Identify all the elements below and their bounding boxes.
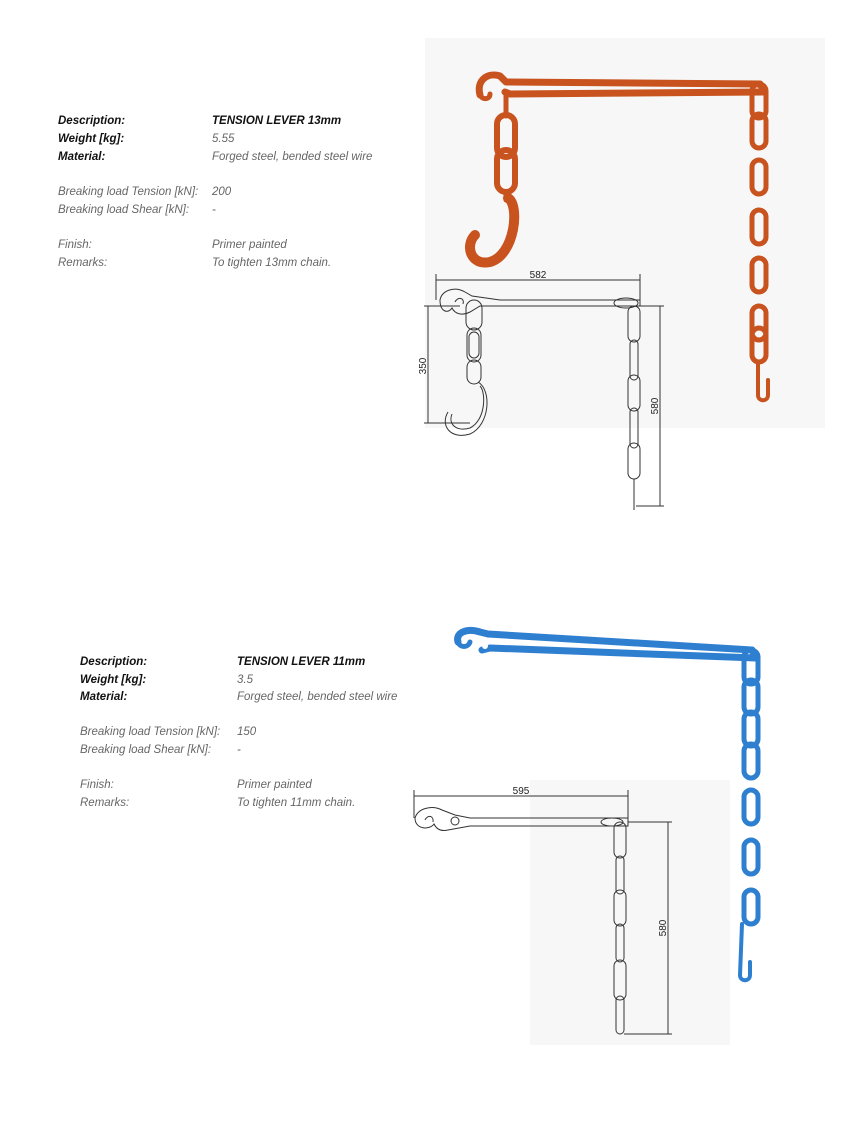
weight-label: Weight [kg]: xyxy=(80,674,147,686)
tension-value: 200 xyxy=(212,186,232,198)
product-image-11mm xyxy=(0,600,848,1120)
weight-label: Weight [kg]: xyxy=(58,133,125,145)
remarks-value: To tighten 11mm chain. xyxy=(237,797,356,809)
description-label: Description: xyxy=(80,656,148,668)
dimension-chain-height-label: 580 xyxy=(650,397,661,415)
shear-value: - xyxy=(212,204,216,216)
dimension-hook-height-label: 350 xyxy=(418,357,429,375)
description-label: Description: xyxy=(58,115,126,127)
dimension-chain-height-label: 580 xyxy=(658,919,669,937)
shear-label: Breaking load Shear [kN]: xyxy=(80,744,212,756)
material-value: Forged steel, bended steel wire xyxy=(237,691,398,703)
remarks-label: Remarks: xyxy=(58,257,108,269)
dimension-width-label: 595 xyxy=(512,786,530,797)
remarks-label: Remarks: xyxy=(80,797,130,809)
product-image-13mm xyxy=(0,0,848,560)
finish-label: Finish: xyxy=(80,779,114,791)
tension-value: 150 xyxy=(237,726,257,738)
dimension-width-label: 582 xyxy=(529,270,547,281)
material-label: Material: xyxy=(58,151,106,163)
weight-value: 5.55 xyxy=(212,133,235,145)
tension-label: Breaking load Tension [kN]: xyxy=(58,186,199,198)
shear-label: Breaking load Shear [kN]: xyxy=(58,204,190,216)
material-label: Material: xyxy=(80,691,128,703)
finish-label: Finish: xyxy=(58,239,92,251)
tension-label: Breaking load Tension [kN]: xyxy=(80,726,221,738)
photo-background xyxy=(530,780,730,1045)
shear-value: - xyxy=(237,744,241,756)
finish-value: Primer painted xyxy=(237,779,312,791)
finish-value: Primer painted xyxy=(212,239,287,251)
weight-value: 3.5 xyxy=(237,674,253,686)
material-value: Forged steel, bended steel wire xyxy=(212,151,373,163)
description-value: TENSION LEVER 11mm xyxy=(237,656,366,668)
remarks-value: To tighten 13mm chain. xyxy=(212,257,332,269)
description-value: TENSION LEVER 13mm xyxy=(212,115,342,127)
